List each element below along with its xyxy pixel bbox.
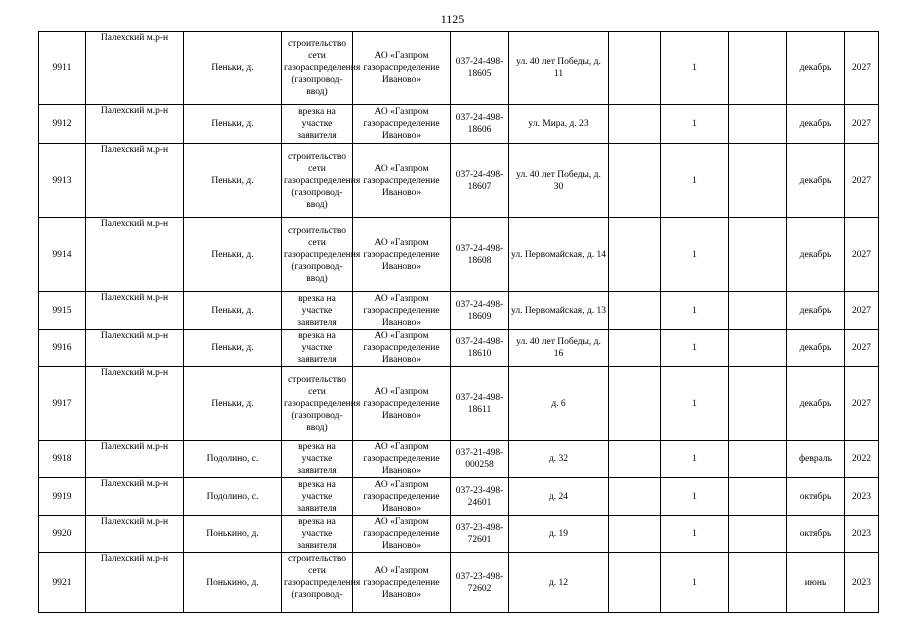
table-row [39,105,879,144]
year-cell: 2027 [845,292,879,330]
empty-cell [609,218,661,292]
count-cell: 1 [661,32,729,105]
empty-cell [609,292,661,330]
organization-cell: АО «Газпром газораспределение Иваново» [353,367,451,441]
empty-cell [609,105,661,144]
address-cell: ул. Мира, д. 23 [509,105,609,144]
month-cell: декабрь [787,105,845,144]
organization-cell: АО «Газпром газораспределение Иваново» [353,218,451,292]
address-cell: ул. 40 лет Победы, д. 11 [509,32,609,105]
row-number: 9917 [39,367,86,441]
work-type-cell: врезка на участке заявителя [282,330,353,367]
count-cell: 1 [661,478,729,516]
organization-cell: АО «Газпром газораспределение Иваново» [353,105,451,144]
month-cell: декабрь [787,367,845,441]
district-cell: Палехский м.р-н [86,367,184,441]
object-code-cell: 037-23-498-72602 [451,553,509,613]
organization-cell: АО «Газпром газораспределение Иваново» [353,144,451,218]
count-cell: 1 [661,292,729,330]
row-number: 9911 [39,32,86,105]
district-cell: Палехский м.р-н [86,32,184,105]
work-type-cell: врезка на участке заявителя [282,516,353,553]
page-number: 1125 [440,12,465,26]
count-cell: 1 [661,553,729,613]
month-cell: октябрь [787,516,845,553]
month-cell: октябрь [787,478,845,516]
empty-cell [609,32,661,105]
address-cell: д. 6 [509,367,609,441]
locality-cell: Пеньки, д. [184,292,282,330]
count-cell: 1 [661,367,729,441]
locality-cell: Пеньки, д. [184,218,282,292]
district-cell: Палехский м.р-н [86,144,184,218]
district-cell: Палехский м.р-н [86,218,184,292]
count-cell: 1 [661,516,729,553]
empty-cell [729,218,787,292]
year-cell: 2023 [845,478,879,516]
empty-cell [609,441,661,478]
year-cell: 2027 [845,144,879,218]
locality-cell: Подолино, с. [184,441,282,478]
month-cell: июнь [787,553,845,613]
address-cell: д. 32 [509,441,609,478]
table-row [39,218,879,292]
empty-cell [729,144,787,218]
empty-cell [729,441,787,478]
work-type-cell: строительство сети газораспределения (газопровод-ввод) [282,367,353,441]
table-row [39,292,879,330]
count-cell: 1 [661,105,729,144]
organization-cell: АО «Газпром газораспределение Иваново» [353,516,451,553]
empty-cell [609,516,661,553]
table-row [39,478,879,516]
empty-cell [729,105,787,144]
work-type-cell: строительство сети газораспределения (газопровод- [282,553,353,613]
row-number: 9916 [39,330,86,367]
month-cell: декабрь [787,292,845,330]
table-row [39,32,879,105]
empty-cell [609,553,661,613]
empty-cell [609,367,661,441]
locality-cell: Понькино, д. [184,553,282,613]
row-number: 9921 [39,553,86,613]
address-cell: д. 24 [509,478,609,516]
locality-cell: Пеньки, д. [184,330,282,367]
month-cell: декабрь [787,330,845,367]
year-cell: 2027 [845,330,879,367]
address-cell: ул. 40 лет Победы, д. 30 [509,144,609,218]
locality-cell: Пеньки, д. [184,32,282,105]
empty-cell [729,32,787,105]
empty-cell [609,330,661,367]
locality-cell: Пеньки, д. [184,144,282,218]
work-type-cell: врезка на участке заявителя [282,292,353,330]
table-row [39,330,879,367]
row-number: 9915 [39,292,86,330]
table-row [39,144,879,218]
count-cell: 1 [661,330,729,367]
district-cell: Палехский м.р-н [86,105,184,144]
row-number: 9913 [39,144,86,218]
organization-cell: АО «Газпром газораспределение Иваново» [353,292,451,330]
table-row [39,516,879,553]
empty-cell [729,553,787,613]
work-type-cell: врезка на участке заявителя [282,478,353,516]
year-cell: 2023 [845,516,879,553]
table-row [39,553,879,613]
object-code-cell: 037-24-498-18611 [451,367,509,441]
district-cell: Палехский м.р-н [86,478,184,516]
month-cell: декабрь [787,218,845,292]
object-code-cell: 037-24-498-18609 [451,292,509,330]
address-cell: ул. 40 лет Победы, д. 16 [509,330,609,367]
table-row [39,441,879,478]
organization-cell: АО «Газпром газораспределение Иваново» [353,441,451,478]
organization-cell: АО «Газпром газораспределение Иваново» [353,330,451,367]
locality-cell: Пеньки, д. [184,105,282,144]
address-cell: ул. Первомайская, д. 13 [509,292,609,330]
count-cell: 1 [661,441,729,478]
locality-cell: Понькино, д. [184,516,282,553]
organization-cell: АО «Газпром газораспределение Иваново» [353,478,451,516]
object-code-cell: 037-24-498-18605 [451,32,509,105]
count-cell: 1 [661,144,729,218]
month-cell: декабрь [787,32,845,105]
work-type-cell: строительство сети газораспределения (газопровод-ввод) [282,144,353,218]
locality-cell: Подолино, с. [184,478,282,516]
empty-cell [609,478,661,516]
object-code-cell: 037-24-498-18608 [451,218,509,292]
count-cell: 1 [661,218,729,292]
object-code-cell: 037-24-498-18610 [451,330,509,367]
object-code-cell: 037-21-498-000258 [451,441,509,478]
empty-cell [729,516,787,553]
row-number: 9920 [39,516,86,553]
gasification-registry-table [38,31,879,613]
row-number: 9919 [39,478,86,516]
work-type-cell: строительство сети газораспределения (газопровод-ввод) [282,218,353,292]
work-type-cell: врезка на участке заявителя [282,441,353,478]
year-cell: 2027 [845,367,879,441]
empty-cell [729,292,787,330]
empty-cell [729,330,787,367]
district-cell: Палехский м.р-н [86,553,184,613]
empty-cell [609,144,661,218]
address-cell: ул. Первомайская, д. 14 [509,218,609,292]
organization-cell: АО «Газпром газораспределение Иваново» [353,32,451,105]
object-code-cell: 037-23-498-24601 [451,478,509,516]
district-cell: Палехский м.р-н [86,330,184,367]
row-number: 9912 [39,105,86,144]
district-cell: Палехский м.р-н [86,292,184,330]
object-code-cell: 037-23-498-72601 [451,516,509,553]
year-cell: 2023 [845,553,879,613]
row-number: 9914 [39,218,86,292]
organization-cell: АО «Газпром газораспределение Иваново» [353,553,451,613]
work-type-cell: врезка на участке заявителя [282,105,353,144]
address-cell: д. 12 [509,553,609,613]
object-code-cell: 037-24-498-18607 [451,144,509,218]
empty-cell [729,367,787,441]
object-code-cell: 037-24-498-18606 [451,105,509,144]
address-cell: д. 19 [509,516,609,553]
row-number: 9918 [39,441,86,478]
empty-cell [729,478,787,516]
district-cell: Палехский м.р-н [86,441,184,478]
table-row [39,367,879,441]
work-type-cell: строительство сети газораспределения (газопровод-ввод) [282,32,353,105]
district-cell: Палехский м.р-н [86,516,184,553]
year-cell: 2027 [845,32,879,105]
year-cell: 2022 [845,441,879,478]
month-cell: декабрь [787,144,845,218]
year-cell: 2027 [845,218,879,292]
month-cell: февраль [787,441,845,478]
year-cell: 2027 [845,105,879,144]
locality-cell: Пеньки, д. [184,367,282,441]
